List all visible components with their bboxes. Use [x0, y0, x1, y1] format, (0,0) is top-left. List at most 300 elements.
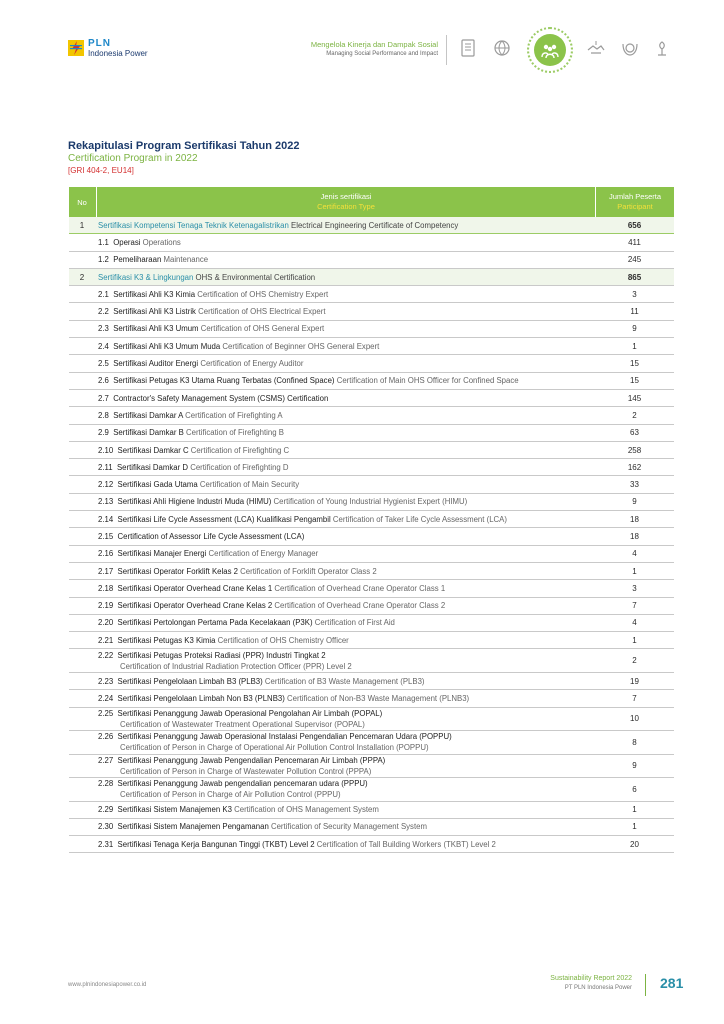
row-number	[69, 598, 95, 614]
name-english: Certification of Security Management System	[270, 822, 427, 832]
name-indonesian: Sertifikasi Manajer Energi	[117, 549, 207, 559]
table-header	[69, 187, 674, 217]
certification-name	[98, 323, 590, 334]
name-english: Electrical Engineering Certificate of Competency	[291, 220, 459, 230]
participant-count: 7	[632, 693, 637, 703]
item-code: 2.11	[98, 462, 113, 472]
name-indonesian: Sertifikasi Damkar A	[113, 410, 183, 420]
flower-icon[interactable]	[652, 38, 672, 58]
website-url[interactable]: www.plnindonesiapower.co.id	[68, 982, 147, 988]
table-row	[69, 511, 674, 528]
participant-count: 3	[632, 583, 637, 593]
certification-name	[98, 583, 590, 594]
participant-count: 4	[632, 618, 637, 628]
table-row	[69, 708, 674, 732]
name-indonesian: Sertifikasi Penanggung Jawab pengendalian pencemaran udara (PPPU)	[117, 779, 368, 789]
table-row	[69, 476, 674, 493]
participant-count: 3	[632, 289, 637, 299]
certification-type	[98, 269, 590, 285]
name-english-line	[98, 661, 590, 672]
certification-type	[98, 476, 590, 492]
award-icon[interactable]	[620, 38, 640, 58]
row-number	[69, 673, 95, 689]
certification-name	[98, 600, 590, 611]
report-info	[550, 974, 632, 993]
participant-count: 1	[632, 822, 637, 832]
certification-name	[98, 220, 590, 231]
table-row	[69, 303, 674, 320]
certification-type	[98, 407, 590, 423]
row-number	[69, 442, 95, 458]
certification-name	[98, 617, 590, 628]
certification-type	[98, 802, 590, 818]
table-row	[69, 778, 674, 802]
name-english-line	[98, 789, 590, 800]
certification-type	[98, 511, 590, 527]
participant-count: 4	[632, 549, 637, 559]
table-row	[69, 580, 674, 597]
column-header-type-en: Certification Type	[317, 202, 375, 211]
section-title-en: Managing Social Performance and Impact	[326, 51, 438, 57]
name-english: Certification of Tall Building Workers (TKBT) Level 2	[316, 839, 496, 849]
certification-name	[98, 410, 590, 421]
item-code: 2.7	[98, 393, 109, 403]
participant-count: 9	[632, 497, 637, 507]
name-english: Certification of Person in Charge of Wastewater Pollution Control (PPPA)	[120, 766, 372, 776]
item-code: 2.26	[98, 732, 114, 742]
participant-count: 20	[630, 839, 639, 849]
participant-count: 145	[627, 393, 642, 403]
logo-subtext: Indonesia Power	[88, 49, 148, 58]
name-indonesian: Sertifikasi Ahli K3 Kimia	[113, 289, 196, 299]
certification-name	[98, 839, 590, 850]
participant-count: 162	[627, 462, 642, 472]
name-english: Certification of Person in Charge of Operational Air Pollution Control Installation (POPPU)	[120, 743, 429, 753]
participant-count: 9	[632, 761, 637, 771]
name-indonesian: Sertifikasi Petugas K3 Kimia	[117, 635, 216, 645]
certification-type	[98, 563, 590, 579]
table-row	[69, 802, 674, 819]
certification-type	[98, 528, 590, 544]
row-number	[69, 819, 95, 835]
logo-text: PLN	[88, 38, 111, 49]
item-code: 2.18	[98, 583, 114, 593]
participant-count: 18	[630, 514, 639, 524]
item-code: 2.8	[98, 410, 109, 420]
name-indonesian: Sertifikasi Pengelolaan Limbah B3 (PLB3)	[117, 676, 263, 686]
row-number	[69, 390, 95, 406]
name-english: Operations	[142, 237, 181, 247]
name-indonesian: Sertifikasi Auditor Energi	[113, 359, 199, 369]
row-number	[69, 563, 95, 579]
table-row	[69, 286, 674, 303]
table-row	[69, 690, 674, 707]
certification-type	[98, 673, 590, 689]
item-code: 2.17	[98, 566, 114, 576]
name-english: Certification of Taker Life Cycle Assessment (LCA)	[332, 514, 507, 524]
certification-type	[98, 373, 590, 389]
participant-count: 258	[627, 445, 642, 455]
title-english: Certification Program in 2022	[68, 153, 198, 164]
certification-name	[98, 514, 590, 525]
report-title: Sustainability Report 2022	[550, 975, 632, 982]
section-title-id: Mengelola Kinerja dan Dampak Sosial	[310, 40, 438, 49]
certification-type	[98, 217, 590, 233]
certification-type	[98, 649, 590, 672]
name-indonesian: Operasi	[113, 237, 141, 247]
certification-name	[98, 341, 590, 352]
company-logo	[68, 38, 178, 62]
row-number	[69, 632, 95, 648]
row-number	[69, 407, 95, 423]
row-number	[69, 580, 95, 596]
row-number	[69, 459, 95, 475]
name-english: Maintenance	[163, 255, 209, 265]
table-row	[69, 615, 674, 632]
item-code: 1.2	[98, 255, 109, 265]
certification-name	[98, 708, 590, 719]
item-code: 2.15	[98, 531, 114, 541]
table-title	[68, 139, 300, 176]
name-indonesian: Sertifikasi Ahli K3 Umum Muda	[113, 341, 221, 351]
item-code: 2.12	[98, 480, 114, 490]
name-english: Certification of Firefighting A	[185, 410, 283, 420]
name-indonesian: Sertifikasi Operator Overhead Crane Kelas 2	[117, 601, 273, 611]
row-number	[69, 355, 95, 371]
name-english: Certification of Firefighting C	[190, 445, 290, 455]
item-code: 2.28	[98, 779, 114, 789]
participant-count: 656	[627, 220, 642, 230]
certification-type	[98, 355, 590, 371]
certification-name	[98, 731, 590, 742]
row-number	[69, 303, 95, 319]
column-header-type-id: Jenis sertifikasi	[320, 192, 372, 201]
column-header-count-en: Participant	[617, 202, 653, 211]
item-code: 2.4	[98, 341, 109, 351]
row-number	[69, 494, 95, 510]
company-name: PT PLN Indonesia Power	[564, 985, 632, 991]
name-indonesian: Sertifikasi Life Cycle Assessment (LCA) Kualifikasi Pengambil	[117, 514, 331, 524]
certification-type	[98, 580, 590, 596]
item-code: 2.19	[98, 601, 114, 611]
certification-type	[98, 708, 590, 731]
row-number	[69, 778, 95, 801]
name-indonesian: Sertifikasi Petugas Proteksi Radiasi (PPR) Industri Tingkat 2	[117, 650, 326, 660]
header-divider	[446, 35, 447, 65]
name-english: Certification of Beginner OHS General Expert	[222, 341, 380, 351]
name-english: Certification of Firefighting D	[190, 462, 289, 472]
table-row	[69, 390, 674, 407]
row-number	[69, 234, 95, 250]
participant-count: 9	[632, 324, 637, 334]
participant-count: 15	[630, 376, 639, 386]
table-row	[69, 373, 674, 390]
participant-count: 1	[632, 341, 637, 351]
globe-icon[interactable]	[492, 38, 512, 58]
certification-name	[98, 635, 590, 646]
item-code: 2.10	[98, 445, 114, 455]
name-english: Certification of Main Security	[199, 480, 300, 490]
name-english: Certification of Young Industrial Hygienist Expert (HIMU)	[273, 497, 468, 507]
name-english: Certification of Wastewater Treatment Operational Supervisor (POPAL)	[120, 719, 365, 729]
table-row	[69, 528, 674, 545]
item-code: 2.27	[98, 755, 114, 765]
table-row	[69, 649, 674, 673]
name-indonesian: Sertifikasi Gada Utama	[117, 480, 198, 490]
certification-type	[98, 546, 590, 562]
item-code: 2.13	[98, 497, 114, 507]
table-body	[69, 217, 674, 853]
table-row	[69, 338, 674, 355]
row-number	[69, 425, 95, 441]
table-row	[69, 494, 674, 511]
name-english-line	[98, 766, 590, 777]
row-number	[69, 252, 95, 268]
name-indonesian: Sertifikasi Kompetensi Tenaga Teknik Ketenagalistrikan	[98, 220, 289, 230]
certification-name	[98, 755, 590, 766]
certification-name	[98, 393, 590, 404]
pln-logo-icon	[68, 40, 84, 56]
handshake-icon[interactable]	[586, 38, 606, 58]
item-code: 2.29	[98, 805, 114, 815]
table-row	[69, 217, 674, 234]
table-row	[69, 407, 674, 424]
name-indonesian: Sertifikasi K3 & Lingkungan	[98, 272, 194, 282]
participant-count: 7	[632, 601, 637, 611]
table-row	[69, 459, 674, 476]
certification-name	[98, 445, 590, 456]
name-indonesian: Sertifikasi Petugas K3 Utama Ruang Terbatas (Confined Space)	[113, 376, 335, 386]
row-number	[69, 615, 95, 631]
item-code: 2.6	[98, 376, 109, 386]
certification-name	[98, 566, 590, 577]
item-code: 2.3	[98, 324, 109, 334]
name-indonesian: Sertifikasi Ahli K3 Umum	[113, 324, 199, 334]
row-number	[69, 708, 95, 731]
document-icon[interactable]	[458, 38, 478, 58]
certification-type	[98, 321, 590, 337]
name-english: Certification of Energy Manager	[208, 549, 319, 559]
item-code: 2.9	[98, 428, 109, 438]
item-code: 2.31	[98, 839, 114, 849]
participant-count: 2	[632, 656, 637, 666]
certification-name	[98, 254, 590, 265]
certification-name	[98, 462, 590, 473]
row-number	[69, 476, 95, 492]
participant-count: 18	[630, 531, 639, 541]
name-english: Certification of First Aid	[314, 618, 395, 628]
name-english-line	[98, 742, 590, 753]
row-number	[69, 321, 95, 337]
row-number	[69, 373, 95, 389]
name-english: Certification of B3 Waste Management (PLB3)	[264, 676, 425, 686]
participant-count: 1	[632, 566, 637, 576]
name-english: Certification of Energy Auditor	[200, 359, 304, 369]
participant-count: 865	[627, 272, 642, 282]
item-code: 2.30	[98, 822, 114, 832]
participant-count: 15	[630, 359, 639, 369]
row-number	[69, 802, 95, 818]
certification-name	[98, 693, 590, 704]
name-english: Certification of OHS Chemistry Expert	[197, 289, 329, 299]
name-english: Certification of OHS Chemistry Officer	[217, 635, 349, 645]
certification-name	[98, 272, 590, 283]
table-row	[69, 755, 674, 779]
name-indonesian: Sertifikasi Pertolongan Pertama Pada Kecelakaan (P3K)	[117, 618, 313, 628]
certification-table	[69, 187, 674, 853]
table-row	[69, 836, 674, 853]
certification-type	[98, 442, 590, 458]
name-english: Certification of Industrial Radiation Protection Officer (PPR) Level 2	[120, 661, 352, 671]
name-indonesian: Sertifikasi Operator Overhead Crane Kelas 1	[117, 583, 273, 593]
name-indonesian: Sertifikasi Damkar D	[116, 462, 189, 472]
footer-divider	[645, 974, 646, 996]
name-indonesian: Sertifikasi Ahli Higiene Industri Muda (HIMU)	[117, 497, 272, 507]
item-code: 2.14	[98, 514, 114, 524]
certification-name	[98, 479, 590, 490]
table-row	[69, 442, 674, 459]
row-number	[69, 528, 95, 544]
certification-type	[98, 303, 590, 319]
title-indonesian: Rekapitulasi Program Sertifikasi Tahun 2022	[68, 140, 300, 152]
name-indonesian: Pemeliharaan	[113, 255, 162, 265]
certification-type	[98, 459, 590, 475]
name-english: Certification of Person in Charge of Air Pollution Control (PPPU)	[120, 790, 341, 800]
certification-type	[98, 778, 590, 801]
participant-count: 8	[632, 737, 637, 747]
table-row	[69, 819, 674, 836]
table-row	[69, 355, 674, 372]
certification-name	[98, 778, 590, 789]
participant-count: 19	[630, 676, 639, 686]
certification-type	[98, 286, 590, 302]
participant-count: 1	[632, 805, 637, 815]
name-indonesian: Sertifikasi Sistem Manajemen Pengamanan	[117, 822, 269, 832]
name-indonesian: Sertifikasi Tenaga Kerja Bangunan Tinggi (TKBT) Level 2	[117, 839, 315, 849]
participant-count: 33	[630, 480, 639, 490]
community-icon[interactable]	[527, 27, 573, 73]
column-header-type	[96, 187, 595, 217]
item-code: 2.16	[98, 549, 114, 559]
certification-name	[98, 237, 590, 248]
name-english-line	[98, 719, 590, 730]
item-code: 2.22	[98, 650, 114, 660]
certification-name	[98, 650, 590, 661]
certification-name	[98, 676, 590, 687]
name-english: OHS & Environmental Certification	[195, 272, 316, 282]
participant-count: 411	[628, 237, 641, 247]
certification-name	[98, 375, 590, 386]
column-header-no: No	[77, 197, 87, 207]
page-number: 281	[660, 975, 684, 991]
table-row	[69, 598, 674, 615]
certification-type	[98, 731, 590, 754]
participant-count: 1	[632, 635, 637, 645]
certification-type	[98, 755, 590, 778]
name-indonesian: Sertifikasi Sistem Manajemen K3	[117, 805, 232, 815]
certification-name	[98, 358, 590, 369]
certification-name	[98, 531, 590, 542]
participant-count: 63	[630, 428, 639, 438]
item-code: 1.1	[98, 237, 109, 247]
name-english: Certification of Firefighting B	[185, 428, 284, 438]
section-heading	[311, 39, 438, 59]
name-indonesian: Sertifikasi Penanggung Jawab Operasional Pengolahan Air Limbah (POPAL)	[117, 708, 383, 718]
certification-type	[98, 598, 590, 614]
table-row	[69, 546, 674, 563]
certification-type	[98, 690, 590, 706]
table-row	[69, 731, 674, 755]
name-english: Certification of Overhead Crane Operator Class 2	[274, 601, 446, 611]
row-number	[69, 338, 95, 354]
participant-count: 6	[632, 784, 637, 794]
name-english: Certification of Forklift Operator Class 2	[240, 566, 377, 576]
row-number	[69, 546, 95, 562]
row-number	[69, 755, 95, 778]
participant-count: 245	[627, 255, 642, 265]
row-number	[69, 690, 95, 706]
table-row	[69, 321, 674, 338]
item-code: 2.21	[98, 635, 114, 645]
participant-count: 11	[630, 307, 639, 317]
row-number	[69, 286, 95, 302]
certification-type	[98, 494, 590, 510]
column-header-count-id: Jumlah Peserta	[608, 192, 662, 201]
item-code: 2.25	[98, 708, 114, 718]
certification-type	[98, 632, 590, 648]
name-indonesian: Certification of Assessor Life Cycle Assessment (LCA)	[117, 531, 305, 541]
table-row	[69, 425, 674, 442]
name-indonesian: Sertifikasi Penanggung Jawab Operasional Instalasi Pengendalian Pencemaran Udara (POPPU)	[117, 732, 452, 742]
certification-type	[98, 252, 590, 268]
name-english: Certification of OHS General Expert	[200, 324, 325, 334]
table-row	[69, 234, 674, 251]
gri-reference: [GRI 404-2, EU14]	[68, 166, 134, 175]
certification-name	[98, 496, 590, 507]
name-english: Certification of Non-B3 Waste Management (PLNB3)	[287, 693, 470, 703]
row-number	[69, 649, 95, 672]
item-code: 2.5	[98, 359, 109, 369]
item-code: 2.20	[98, 618, 114, 628]
certification-type	[98, 819, 590, 835]
certification-type	[98, 425, 590, 441]
table-row	[69, 269, 674, 286]
name-english: Certification of Main OHS Officer for Confined Space	[336, 376, 519, 386]
name-english: Certification of OHS Electrical Expert	[198, 307, 326, 317]
row-number: 1	[79, 220, 85, 230]
name-indonesian: Sertifikasi Damkar B	[113, 428, 184, 438]
name-english: Certification of OHS Management System	[234, 805, 379, 815]
table-row	[69, 673, 674, 690]
item-code: 2.24	[98, 693, 114, 703]
row-number	[69, 731, 95, 754]
table-row	[69, 563, 674, 580]
item-code: 2.2	[98, 307, 109, 317]
certification-type	[98, 615, 590, 631]
name-indonesian: Sertifikasi Penanggung Jawab Pengendalian Pencemaran Air Limbah (PPPA)	[117, 755, 386, 765]
table-row	[69, 632, 674, 649]
name-indonesian: Sertifikasi Pengelolaan Limbah Non B3 (PLNB3)	[117, 693, 285, 703]
name-indonesian: Sertifikasi Ahli K3 Listrik	[113, 307, 196, 317]
certification-name	[98, 289, 590, 300]
certification-type	[98, 234, 590, 250]
name-indonesian: Sertifikasi Damkar C	[117, 445, 189, 455]
item-code: 2.23	[98, 676, 114, 686]
certification-name	[98, 548, 590, 559]
table-row	[69, 252, 674, 269]
name-indonesian: Sertifikasi Operator Forklift Kelas 2	[117, 566, 238, 576]
participant-count: 10	[630, 714, 639, 724]
